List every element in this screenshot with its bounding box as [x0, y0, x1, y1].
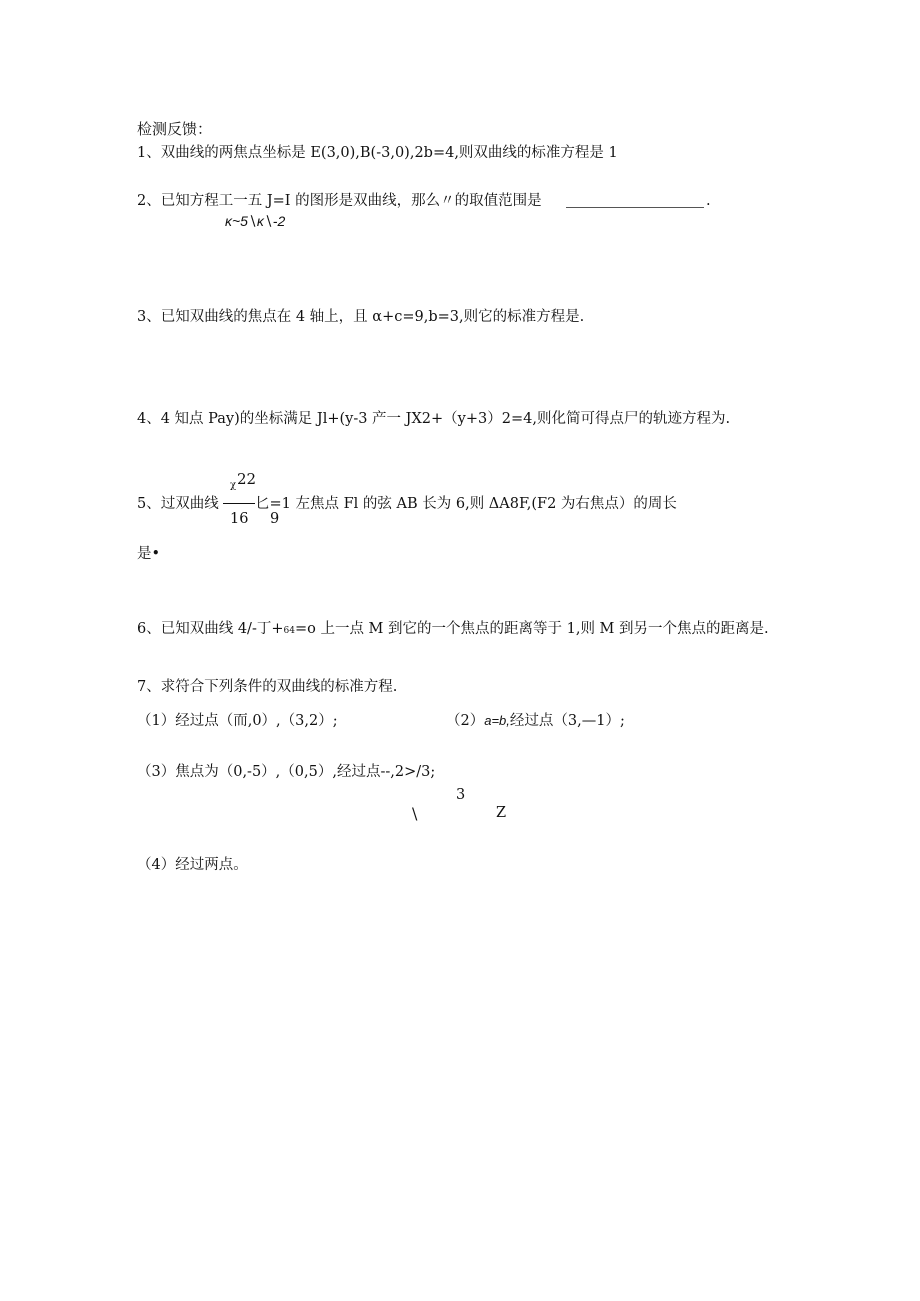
- question-7-part2-rest: 经过点（3,—1）;: [509, 713, 625, 729]
- question-4: 4、4 知点 Pay)的坐标满足 Jl+(y-3 产一 JX2+（y+3）2=4,则化简可得点尸的轨迹方程为.: [137, 411, 731, 427]
- section-header: 检测反馈：: [137, 120, 213, 138]
- question-5-chi: χ: [230, 480, 237, 491]
- question-7-part1: （1）经过点（而,0）,（3,2）;: [137, 713, 338, 729]
- question-5-line2: 是•: [137, 546, 161, 562]
- question-5: 匕=1 左焦点 Fl 的弦 AB 长为 6,则 ΔA8F,(F2 为右焦点）的周长: [255, 496, 677, 512]
- question-6-part2: =o 上一点 M 到它的一个焦点的距离等于 1,则 M 到另一个焦点的距离是.: [294, 621, 769, 637]
- question-7-part2-prefix: （2）: [446, 713, 485, 729]
- question-7-fragment-z: Z: [496, 805, 507, 821]
- question-2-denominators: κ~5∖κ∖-2: [225, 213, 286, 229]
- question-1: 1、双曲线的两焦点坐标是 E(3,0),B(-3,0),2b=4,则双曲线的标准方程是 1: [137, 145, 618, 161]
- question-3: 3、已知双曲线的焦点在 4 轴上，且 α+c=9,b=3,则它的标准方程是.: [137, 309, 585, 325]
- question-6: [137, 622, 769, 637]
- question-6-subscript: 64: [283, 626, 295, 636]
- question-2: 2、已知方程工一五 J=I 的图形是双曲线，那么〃的取值范围是: [137, 193, 542, 209]
- fraction-bar: [223, 503, 255, 504]
- question-2-period: .: [706, 193, 711, 209]
- question-7-part4: （4）经过两点。: [137, 857, 248, 873]
- question-7-part2: [446, 714, 625, 729]
- question-7-title: 7、求符合下列条件的双曲线的标准方程.: [137, 679, 398, 695]
- question-7-fragment-3: 3: [456, 787, 466, 803]
- question-5-denominator-9: 9: [270, 511, 280, 527]
- question-6-part1: 6、已知双曲线 4/-丁+: [137, 621, 284, 637]
- answer-blank: [566, 207, 704, 208]
- question-7-fragment-backslash: \: [412, 804, 418, 823]
- question-5-denominator-16: 16: [230, 511, 249, 527]
- question-5-lead: 5、过双曲线: [137, 496, 219, 512]
- question-7-part3: （3）焦点为（0,-5）,（0,5）,经过点--,2>/3;: [137, 764, 436, 780]
- question-7-part2-condition: a=b,: [484, 713, 510, 728]
- question-5-numerator: 22: [237, 470, 257, 488]
